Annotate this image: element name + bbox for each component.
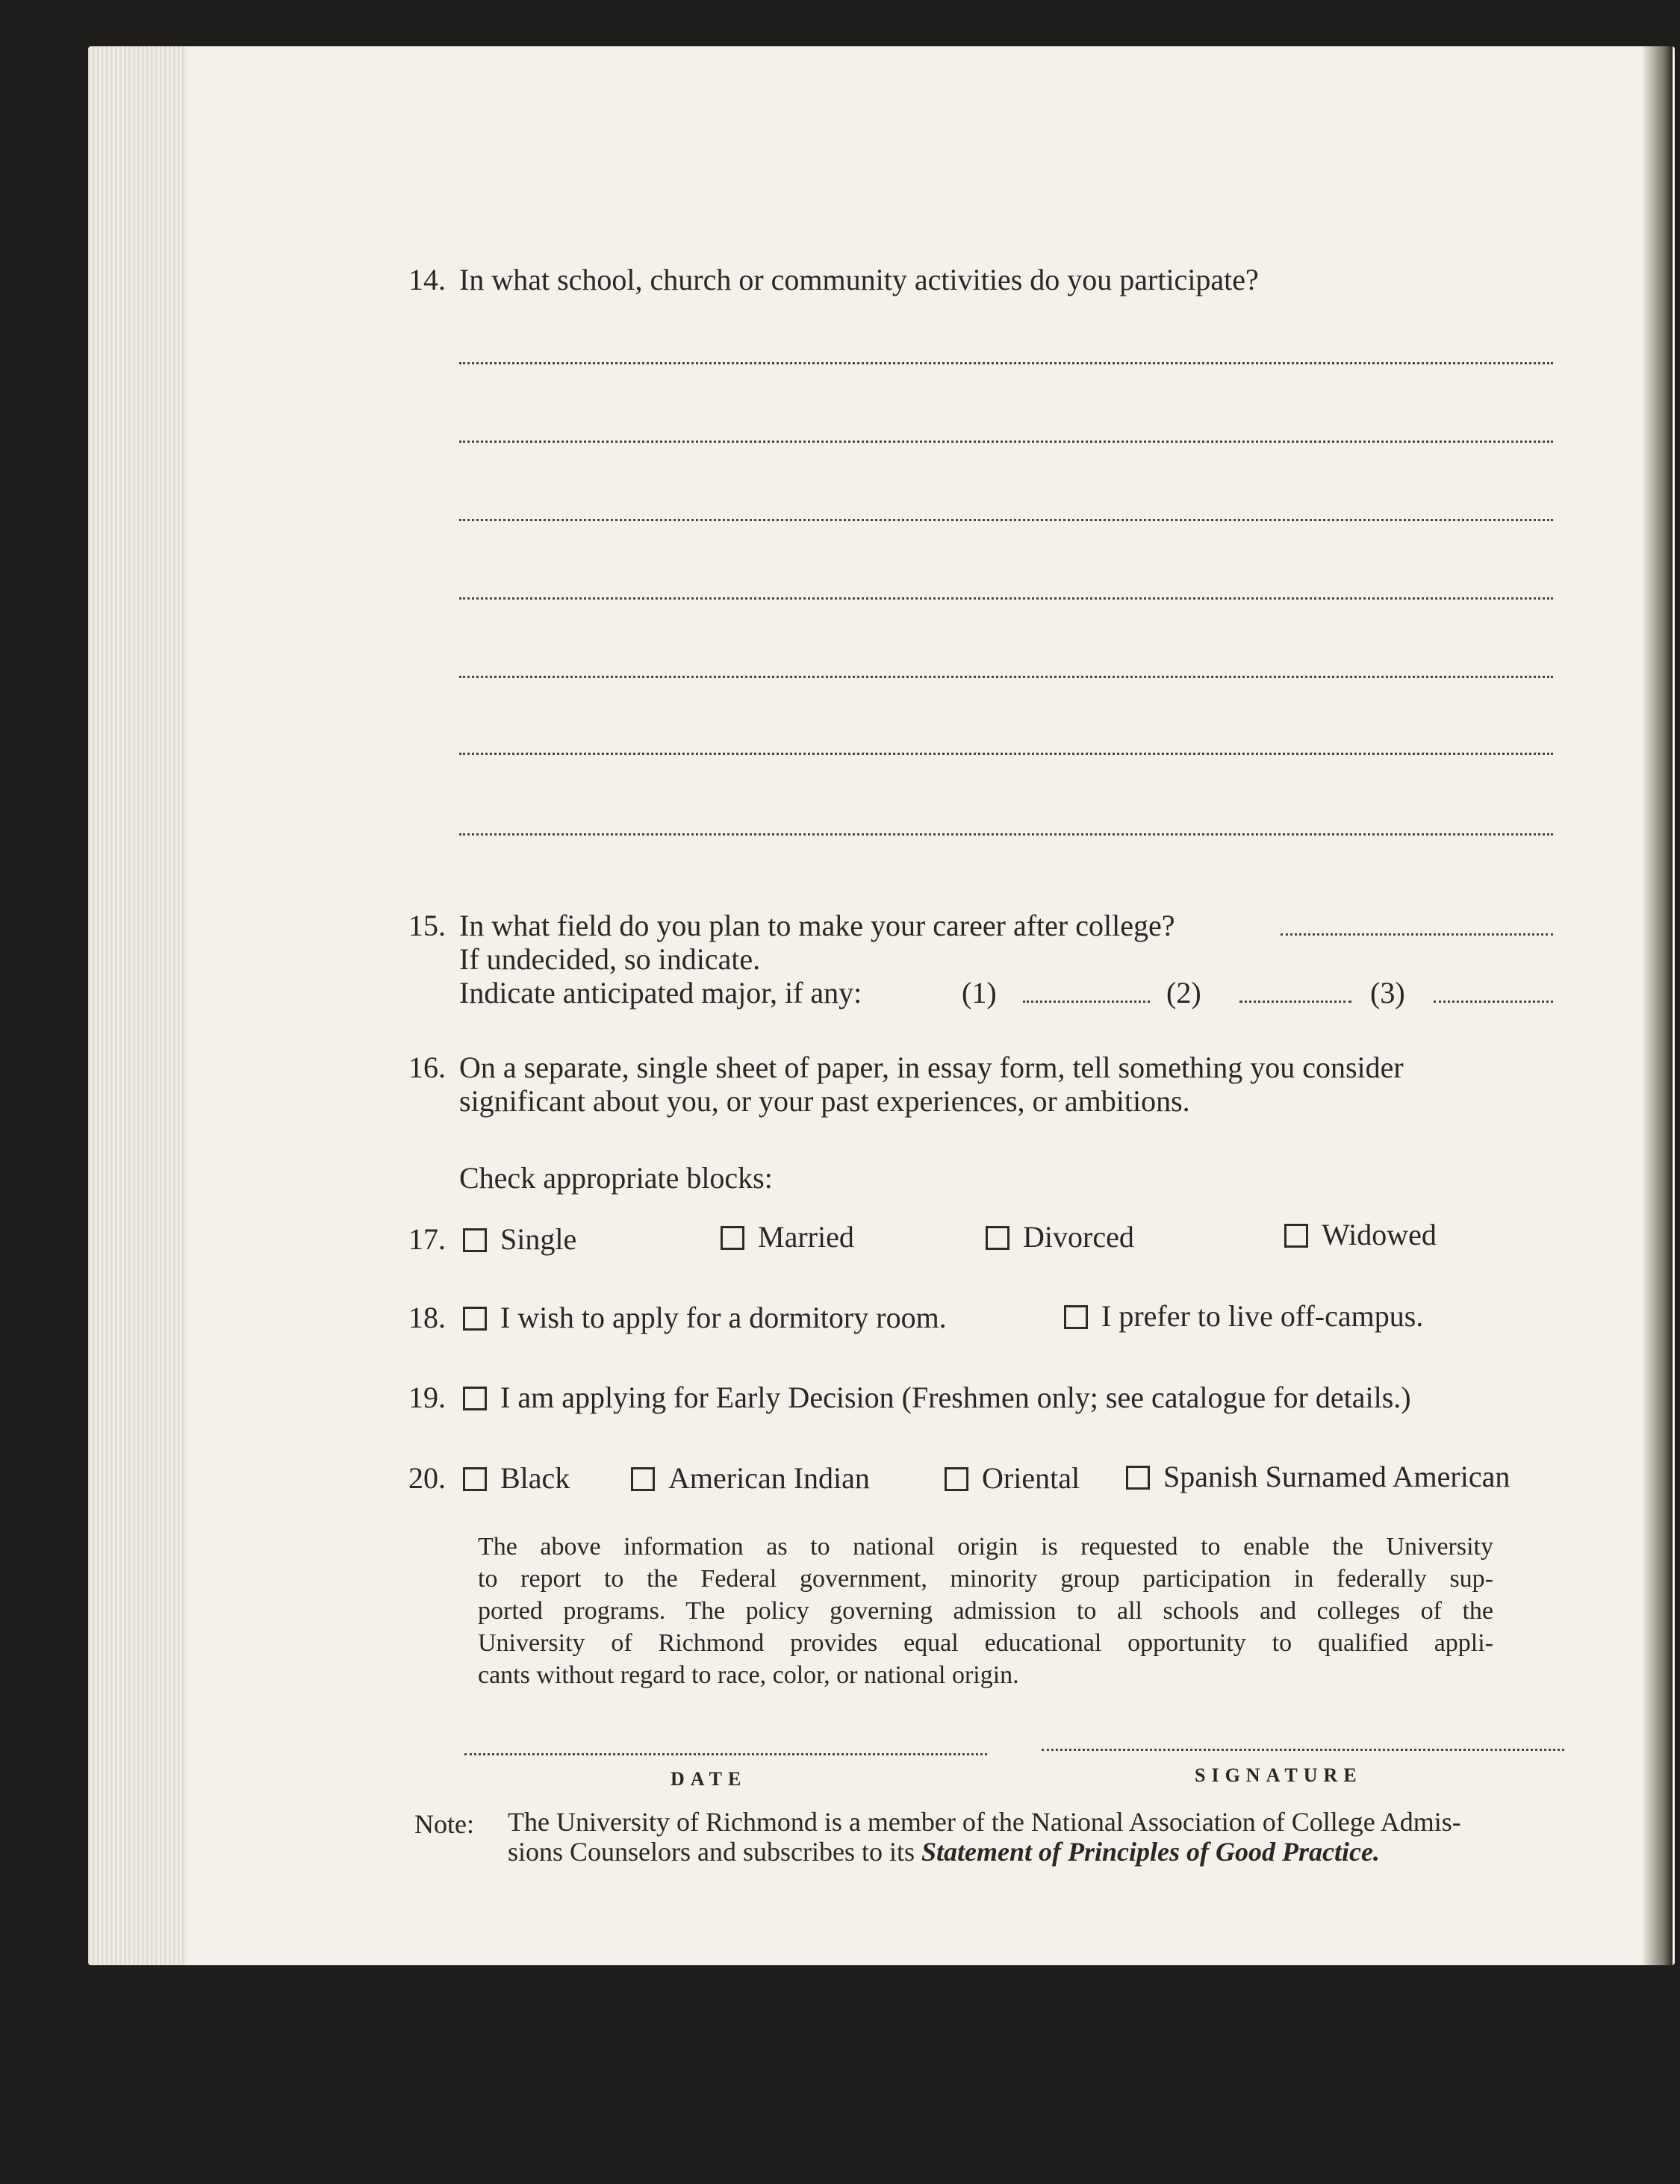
note-line2: sions Counselors and subscribes to its Statement of Principles of Good Practice. [508,1837,1380,1867]
check-blocks-heading: Check appropriate blocks: [459,1161,773,1195]
q14-answer-line-6[interactable] [459,753,1553,755]
q17-option-widowed[interactable]: Widowed [1284,1220,1437,1250]
q19-number: 19. [408,1381,446,1414]
national-origin-disclaimer: The above information as to national origin is requested to enable the University to report to the Federal government, minority group participation in federally sup- ported programs. The policy governing admission to all schools and colleges of the University of Richmond provides equal educational opportunity to qualified appli- cants without regard to race, color, or national origin. [478,1533,1493,1689]
q15-line2: If undecided, so indicate. [459,942,761,976]
checkbox-icon[interactable] [721,1226,744,1250]
q14-text: In what school, church or community activities do you participate? [459,263,1259,296]
checkbox-icon[interactable] [463,1228,487,1252]
checkbox-icon[interactable] [945,1467,968,1491]
q16-number: 16. [408,1051,446,1084]
checkbox-icon[interactable] [631,1467,655,1491]
checkbox-icon[interactable] [463,1307,487,1331]
q15-line3: Indicate anticipated major, if any: [459,976,862,1009]
q17-option-married[interactable]: Married [721,1222,854,1252]
q17-option-divorced[interactable]: Divorced [986,1222,1134,1252]
q15-major1-label: (1) [962,976,997,1009]
q15-major1-line[interactable] [1023,1001,1150,1003]
q14-number: 14. [408,263,446,296]
checkbox-icon[interactable] [1126,1466,1150,1490]
q14-answer-line-1[interactable] [459,362,1553,364]
q16-line1: On a separate, single sheet of paper, in essay form, tell something you consider [459,1051,1404,1084]
page-edges [88,46,193,1965]
q19-option-early-decision[interactable]: I am applying for Early Decision (Freshmen only; see catalogue for details.) [463,1383,1411,1413]
q20-option-oriental[interactable]: Oriental [945,1463,1080,1493]
checkbox-icon[interactable] [463,1387,487,1410]
q14-answer-line-7[interactable] [459,833,1553,836]
date-label: DATE [671,1768,747,1790]
q15-line1: In what field do you plan to make your career after college? [459,909,1175,942]
checkbox-icon[interactable] [463,1467,487,1491]
q14-answer-line-4[interactable] [459,597,1553,600]
checkbox-icon[interactable] [1284,1224,1308,1248]
q18-number: 18. [408,1301,446,1334]
q15-major3-label: (3) [1370,976,1405,1009]
q20-option-black[interactable]: Black [463,1463,570,1493]
q15-major2-label: (2) [1166,976,1201,1009]
q15-career-line[interactable] [1281,933,1553,936]
q20-option-spanish-surnamed-american[interactable]: Spanish Surnamed American [1126,1462,1510,1492]
q20-option-american-indian[interactable]: American Indian [631,1463,870,1493]
q17-number: 17. [408,1222,446,1256]
q15-major3-line[interactable] [1434,1001,1553,1003]
q15-number: 15. [408,909,446,942]
checkbox-icon[interactable] [1064,1305,1088,1329]
signature-label: SIGNATURE [1195,1764,1363,1786]
checkbox-icon[interactable] [986,1226,1009,1250]
q14-answer-line-3[interactable] [459,519,1553,521]
q20-number: 20. [408,1461,446,1495]
q18-option-dormitory[interactable]: I wish to apply for a dormitory room. [463,1303,947,1333]
q15-major2-line[interactable] [1239,1001,1351,1003]
q14-answer-line-2[interactable] [459,441,1553,443]
q17-option-single[interactable]: Single [463,1225,576,1254]
binding-gutter [1643,46,1673,1965]
q14-answer-line-5[interactable] [459,676,1553,678]
date-line[interactable] [464,1753,987,1755]
signature-line[interactable] [1042,1749,1564,1751]
note-label: Note: [414,1809,474,1839]
q18-option-off-campus[interactable]: I prefer to live off-campus. [1064,1301,1423,1331]
q16-line2: significant about you, or your past experiences, or ambitions. [459,1084,1190,1118]
note-line1: The University of Richmond is a member of the National Association of College Admis- [508,1807,1461,1837]
